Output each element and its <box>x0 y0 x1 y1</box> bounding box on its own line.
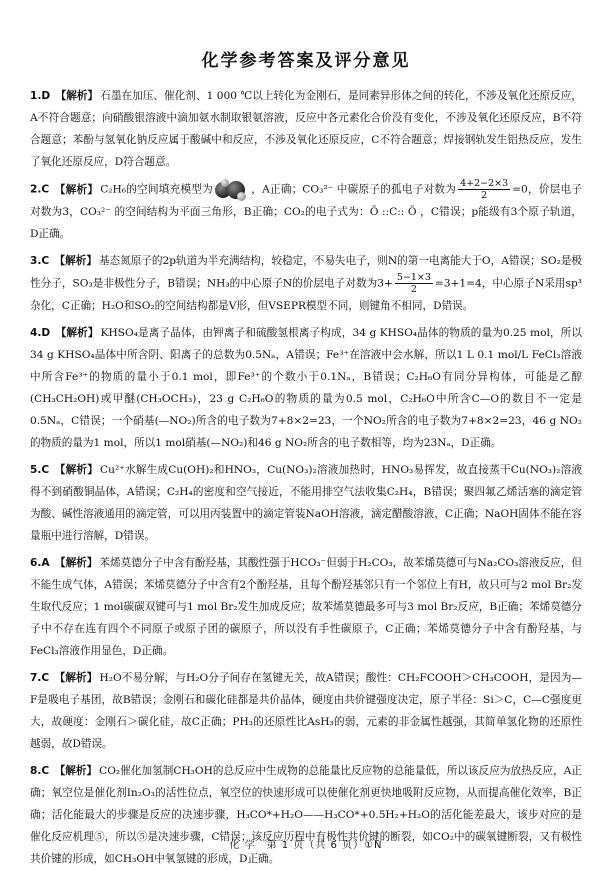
question-text: C₂H₆的空间填充模型为 <box>100 183 214 196</box>
question-text: =0，价层电子对数为3，CO₃²⁻ 的空间结构为平面三角形，B正确；CO₂的电子式为：Ö ::C:: Ö ，C错误；p能级有3个原子轨道，D正确。 <box>30 183 582 240</box>
fraction <box>395 272 433 295</box>
question-text: 苯烯莫德分子中含有酚羟基，其酸性强于HCO₃⁻但弱于H₂CO₃，故苯烯莫德可与Na₂CO₃溶液反应，但不能生成气体，A错误；苯烯莫德分子中含有2个酚羟基，且每个酚羟基邻只有一个邻位上有H，故只可与2 mol Br₂发生取代反应；1 mol碳碳双键可与1 mol Br₂发生加成反应；故苯烯莫德最多可与3 mol Br₂反应，B正确；苯烯莫德分子中不存在连有四个不同原子或原子团的碳原子，所以没有手性碳原子，C正确；苯烯莫德分子中含有酚羟基，与FeCl₃溶液作用显色，D正确。 <box>30 557 582 657</box>
analysis-tag: 【解析】 <box>55 557 98 569</box>
question-number: 7.C <box>30 672 50 684</box>
question-text: 基态氮原子的2p轨道为半充满结构，较稳定，不易失电子，则N的第一电离能大于O，A错误；SO₂是极性分子，SO₃是非极性分子，B错误；NH₃的中心原子N的价层电子对数为3+ <box>30 255 583 290</box>
fraction-denominator: 2 <box>481 190 488 201</box>
question-text: H₂O不易分解，与H₂O分子间存在氢键无关，故A错误；酸性：CH₂FCOOH＞CH₃COOH，是因为—F是吸电子基团，故B错误；金刚石和碳化硅都是共价晶体，硬度由共价键强度决定，原子半径：Si＞C，C—C强度更大，故硬度：金刚石＞碳化硅，故C正确；PH₃的还原性比AsH₃的弱，元素的非金属性越强，其简单氢化物的还原性越弱，故D错误。 <box>30 672 583 750</box>
analysis-tag: 【解析】 <box>54 464 99 476</box>
question-2 <box>30 178 582 245</box>
question-number: 8.C <box>30 765 50 777</box>
question-8 <box>30 760 582 870</box>
question-text: Cu²⁺水解生成Cu(OH)₂和HNO₃，Cu(NO₃)₂溶液加热时，HNO₃易挥发，故直接蒸干Cu(NO₃)₂溶液得不到硝酸铜晶体，A错误；C₂H₄的密度和空气接近，不能用排空气法收集C₂H₄，B错误；聚四氟乙烯活塞的滴定管为酸、碱性溶液通用的滴定管，可以用丙装置中的滴定管装NaOH溶液，滴定醋酸溶液，C正确；NaOH固体不能在容量瓶中进行溶解，D错误。 <box>30 464 583 542</box>
question-4 <box>30 322 582 454</box>
question-number: 1.D <box>30 90 51 102</box>
question-7 <box>30 667 582 755</box>
question-1 <box>30 85 582 173</box>
analysis-tag: 【解析】 <box>55 90 99 102</box>
question-number: 3.C <box>30 255 50 267</box>
question-number: 2.C <box>30 183 50 196</box>
question-3 <box>30 250 582 317</box>
page-footer: 化 学 第 1 页（共 6 页）①N <box>229 840 383 851</box>
question-6 <box>30 552 582 662</box>
question-number: 6.A <box>30 557 50 569</box>
analysis-tag: 【解析】 <box>54 765 98 777</box>
question-text: ，A正确；CO₃²⁻ 中碳原子的孤电子对数为 <box>251 183 457 196</box>
page-title: 化学参考答案及评分意见 <box>201 51 411 71</box>
question-text: =3+1=4，中心原子N采用sp³杂化，C正确；H₂O和SO₂的空间结构都是V形，但VSEPR模型不同，则键角不相同，D错误。 <box>30 277 582 312</box>
question-text: CO₂催化加氢制CH₃OH的总反应中生成物的总能量比反应物的总能量低，所以该反应为放热反应，A正确；氧空位是催化剂In₂O₃的活性位点，氧空位的快速形成可以使催化剂更快地吸附反应物，从而提高催化效率，B正确；活化能最大的步骤是反应的决速步骤，H₃CO*+H₂O——H₃CO*+0.5H₂+H₂O的活化能差最大，该步对应的是催化反应机理⑤，所以⑤是决速步骤，C错误；该反应历程中有极性共价键的断裂，如CO₂中的碳氧键断裂，又有极性共价键的形成，如CH₃OH中氧氢键的形成，D正确。 <box>30 765 582 865</box>
fraction-numerator: 4+2−2×3 <box>460 178 509 189</box>
analysis-tag: 【解析】 <box>54 183 99 196</box>
fraction-denominator: 2 <box>410 284 417 295</box>
fraction <box>458 178 510 201</box>
ethane-space-filling-model-icon <box>215 179 249 201</box>
question-5 <box>30 459 582 547</box>
analysis-tag: 【解析】 <box>54 672 98 684</box>
analysis-tag: 【解析】 <box>54 255 97 267</box>
question-number: 4.D <box>30 327 51 339</box>
analysis-tag: 【解析】 <box>55 327 99 339</box>
question-text: KHSO₄是离子晶体，由钾离子和硫酸氢根离子构成，34 g KHSO₄晶体的物质的量为0.25 mol，所以34 g KHSO₄晶体中所含阴、阳离子的总数为0.5Nₐ，A错误；Fe³⁺在溶液中会水解，所以1 L 0.1 mol/L FeCl₃溶液中所含Fe³⁺的物质的量小于0.1 mol，即Fe³⁺的个数小于0.1Nₐ，B错误；C₂H₆O有同分异构体，可能是乙醇(CH₃CH₂OH)或甲醚(CH₃OCH₃)，23 g C₂H₆O的物质的量为0.5 mol，C₂H₆O中所含C—O的数目不一定是0.5Nₐ，C错误；一个硝基(—NO₂)所含的电子数为7+8×2=23，一个NO₂所含的电子数为7+8×2=23，46 g NO₂的物质的量为1 mol，所以1 mol硝基(—NO₂)和46 g NO₂所含的电子数相等，均为23Nₐ，D正确。 <box>30 327 582 449</box>
question-number: 5.C <box>30 464 50 476</box>
question-text: 石墨在加压、催化剂、1 000 ℃以上转化为金刚石，是同素异形体之间的转化，不涉及氧化还原反应，A不符合题意；向硝酸银溶液中滴加氨水制取银氨溶液，反应中各元素化合价没有变化，不涉及氧化还原反应，B不符合题意；苯酚与氢氧化钠反应属于酸碱中和反应，不涉及氧化还原反应，C不符合题意；焊接钢轨发生铝热反应，发生了氧化还原反应，D符合题意。 <box>30 90 583 168</box>
fraction-numerator: 5−1×3 <box>396 272 431 283</box>
